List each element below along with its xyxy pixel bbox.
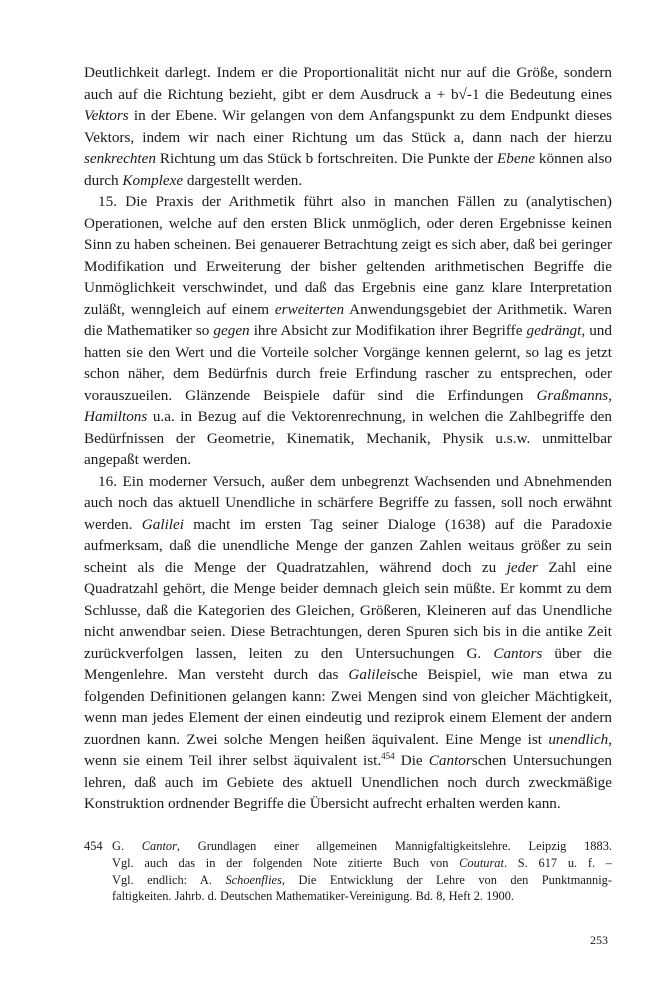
italic-text: Cantor bbox=[428, 752, 472, 769]
text-run: u.a. in Bezug auf die Vektorenrechnung, in welchen die Zahlbegriffe den Bedürfnissen der Geometrie, Kinematik, Mechanik, Physik u.s.w. unmittelbar angepaßt werden. bbox=[84, 408, 612, 468]
italic-text: gedrängt bbox=[526, 322, 582, 339]
text-run: Anwendungsgebiet der Arithmetik. Waren die Mathematiker so bbox=[84, 300, 612, 339]
paragraph-continuation bbox=[84, 62, 612, 191]
text-run: ihre Absicht zur Modifikation ihrer Begriffe bbox=[249, 322, 527, 339]
text-run: Vgl. endlich: A. bbox=[112, 872, 226, 887]
italic-text: jeder bbox=[506, 558, 538, 576]
paragraph-16 bbox=[84, 471, 612, 815]
italic-text: Graßmanns, Hamiltons bbox=[84, 386, 612, 425]
text-run: Richtung um das Stück b fortschreiten. Die Punkte der bbox=[155, 150, 497, 167]
body-text bbox=[84, 62, 612, 815]
footnote-454 bbox=[84, 838, 612, 905]
text-run: , Grundlagen einer allgemeinen Mannigfaltigkeitslehre. Leipzig 1883. bbox=[176, 839, 612, 853]
footnote-text bbox=[112, 838, 612, 905]
footnote-line bbox=[112, 888, 612, 905]
text-run: Zahl eine Quadratzahl gehört, die Menge beider demnach gleich sein müßte. Er kommt zu dem Schlusse, daß die Kategorien des Gleichen, Größeren, Kleineren auf das Unendliche nicht anwendbar seien. Diese Betrachtungen, deren Spuren sich bis in die antike Zeit zurückverfolgen lassen, leiten zu den Untersuchungen G. bbox=[84, 558, 612, 662]
footnote-line bbox=[112, 838, 612, 855]
page-number: 253 bbox=[590, 933, 608, 947]
italic-text: Galilei bbox=[348, 666, 391, 683]
paragraph-15 bbox=[84, 191, 612, 471]
text-run: können also durch bbox=[84, 150, 612, 189]
text-run: . S. 617 u. f. – bbox=[503, 855, 612, 870]
text-run: sche Beispiel, wie man etwa zu folgenden Definitionen gelangen kann: Zwei Mengen sind von gleicher Mächtigkeit, wenn man jedes Element der einen eindeutig und reziprok einem Element der andern zuordnen kann. Zwei solche Mengen heißen äquivalent. Eine Menge ist bbox=[84, 666, 612, 748]
italic-text: Schoenflies bbox=[225, 872, 282, 887]
text-run: dargestellt werden. bbox=[183, 171, 303, 189]
footnote-ref: 454 bbox=[381, 750, 395, 761]
text-run: in der Ebene. Wir gelangen von dem Anfangspunkt zu dem Endpunkt dieses Vektors, indem wir nach einer Richtung um das Stück a, dann nach der hierzu bbox=[84, 107, 612, 146]
text-run: Deutlichkeit darlegt. Indem er die Proportionalität nicht nur auf die Größe, sondern auch auf die Richtung bezieht, gibt er dem Ausdruck a + b√-1 die Bedeutung eines bbox=[84, 64, 612, 103]
text-run: Vgl. auch das in der folgenden Note zitierte Buch von bbox=[112, 855, 460, 870]
text-run: , und hatten sie den Wert und die Vorteile solcher Vorgänge kennen gelernt, so lag es jetzt schon näher, dem Bedürfnis durch freie Erfindung rascher zu entsprechen, oder vorauszueilen. Glänzende Beispiele dafür sind die Erfindungen bbox=[84, 322, 612, 404]
footnote-line bbox=[112, 855, 612, 872]
italic-text: Couturat bbox=[459, 855, 504, 870]
italic-text: erweiterten bbox=[274, 300, 345, 318]
italic-text: gegen bbox=[213, 322, 250, 339]
italic-text: senkrechten bbox=[84, 150, 156, 167]
text-run: G. bbox=[112, 839, 142, 853]
italic-text: Cantor bbox=[141, 839, 177, 853]
italic-text: Komplexe bbox=[122, 171, 184, 189]
italic-text: Galilei bbox=[141, 515, 184, 533]
text-run: über die Mengenlehre. Man versteht durch das bbox=[84, 644, 612, 683]
text-run: , Die Entwicklung der Lehre von den Punktmannig- bbox=[281, 872, 612, 887]
text-run: , wenn sie einem Teil ihrer selbst äquivalent ist. bbox=[84, 730, 612, 769]
italic-text: Cantors bbox=[493, 644, 543, 662]
text-run: 15. Die Praxis der Arithmetik führt also in manchen Fällen zu (analytischen) Operationen, welche auf den ersten Blick unmöglich, oder deren Ergebnisse keinen Sinn zu haben scheinen. Bei genauerer Betrachtung zeigt es sich aber, daß bei geringer Modifikation und Erweiterung der bisher geltenden arithmetischen Begriffe die Unmöglichkeit verschwindet, und daß das Ergebnis eine ganz klare Interpretation zuläßt, wenngleich auf einem bbox=[84, 193, 612, 318]
footnote-line bbox=[112, 872, 612, 889]
text-run: macht im ersten Tag seiner Dialoge (1638) auf die Paradoxie aufmerksam, daß die unendliche Menge der ganzen Zahlen weitaus größer zu sein scheint als die Menge der Quadratzahlen, während doch zu bbox=[84, 515, 612, 576]
text-run: Die bbox=[394, 752, 429, 769]
footnote-number: 454 bbox=[84, 839, 103, 853]
italic-text: Ebene bbox=[496, 150, 535, 167]
italic-text: Vektors bbox=[84, 107, 129, 124]
text-run: 16. Ein moderner Versuch, außer dem unbegrenzt Wachsenden und Abnehmenden auch noch das aktuell Unendliche in schärfere Begriffe zu fassen, soll noch erwähnt werden. bbox=[84, 472, 612, 533]
text-run: faltigkeiten. Jahrb. d. Deutschen Mathematiker-Vereinigung. Bd. 8, Heft 2. 1900. bbox=[112, 889, 514, 904]
footnote-area bbox=[84, 838, 612, 905]
text-run: schen Untersuchungen lehren, daß auch im Gebiete des aktuell Unendlichen noch durch zweckmäßige Konstruktion ordnender Begriffe die Übersicht aufrecht erhalten werden kann. bbox=[84, 752, 612, 812]
italic-text: unendlich bbox=[548, 730, 609, 748]
